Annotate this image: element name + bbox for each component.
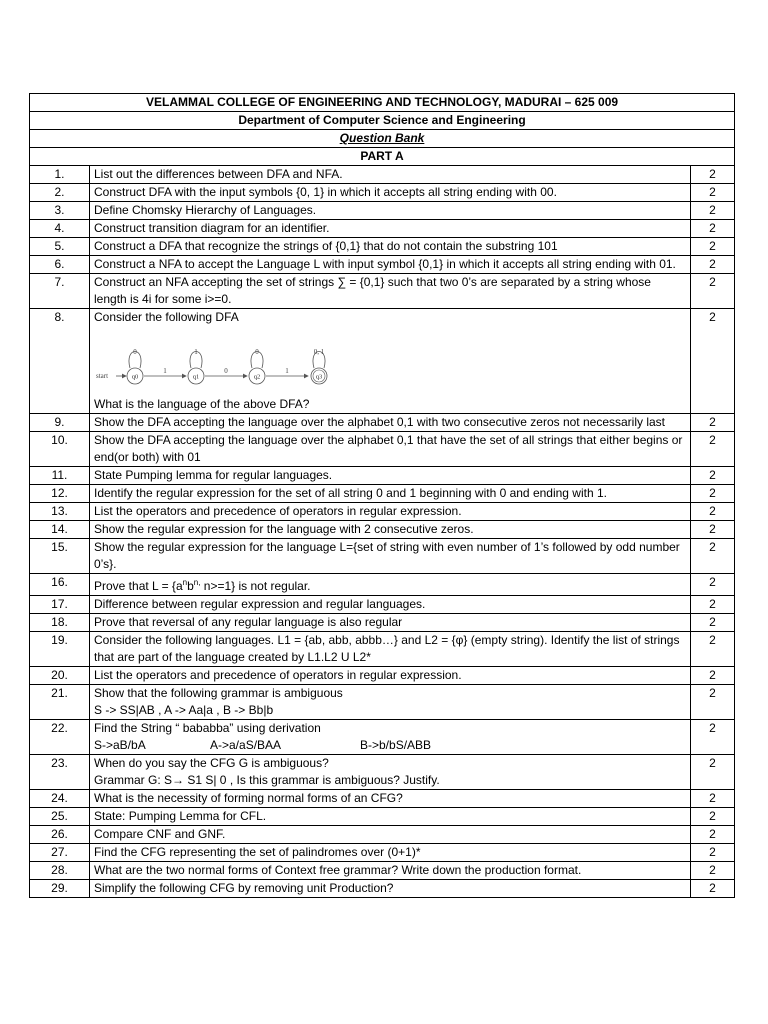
question-number: 8. xyxy=(30,309,90,414)
dfa-start-label: start xyxy=(96,372,109,380)
question-number: 4. xyxy=(30,220,90,238)
question-marks: 2 xyxy=(691,862,735,880)
question-text: Construct DFA with the input symbols {0, 1} in which it accepts all string ending with 00. xyxy=(90,184,691,202)
question-row xyxy=(30,166,735,184)
question-number: 12. xyxy=(30,485,90,503)
question-text: When do you say the CFG G is ambiguous? xyxy=(94,756,329,770)
question-text: Consider the following languages. L1 = {ab, abb, abbb…} and L2 = {φ} (empty string). Identify the list of strings that are part of the language created by L1.L2 U L2* xyxy=(90,632,691,667)
question-row xyxy=(30,755,735,790)
dfa-loop-label: 0 xyxy=(133,348,137,356)
question-marks: 2 xyxy=(691,432,735,467)
question-text: Show the regular expression for the language L={set of string with even number of 1’s followed by odd number 0’s}. xyxy=(90,539,691,574)
dfa-edge-label: 1 xyxy=(285,367,289,375)
question-row xyxy=(30,614,735,632)
question-number: 5. xyxy=(30,238,90,256)
question-row xyxy=(30,309,735,414)
question-marks: 2 xyxy=(691,596,735,614)
question-text: Simplify the following CFG by removing unit Production? xyxy=(90,880,691,898)
question-row xyxy=(30,184,735,202)
question-row xyxy=(30,539,735,574)
question-number: 25. xyxy=(30,808,90,826)
question-text: Define Chomsky Hierarchy of Languages. xyxy=(90,202,691,220)
question-text: State Pumping lemma for regular languages. xyxy=(90,467,691,485)
question-text: Difference between regular expression and regular languages. xyxy=(90,596,691,614)
question-number: 15. xyxy=(30,539,90,574)
question-text-continued: What is the language of the above DFA? xyxy=(94,397,310,411)
dfa-loop-label: 0 xyxy=(255,348,259,356)
question-marks: 2 xyxy=(691,274,735,309)
question-text: Find the String “ bababba” using derivation xyxy=(94,721,321,735)
question-text: List out the differences between DFA and NFA. xyxy=(90,166,691,184)
question-row xyxy=(30,667,735,685)
question-row xyxy=(30,880,735,898)
question-row xyxy=(30,844,735,862)
question-text: Construct an NFA accepting the set of strings ∑ = {0,1} such that two 0’s are separated by a string whose length is 4i for some i>=0. xyxy=(90,274,691,309)
question-number: 22. xyxy=(30,720,90,755)
question-text: Prove that $L = \{a^nb^{n,}$ n>=1} is not regular. xyxy=(90,574,691,596)
question-text-continued: Grammar G: S→ S1 S| 0 , Is this grammar is ambiguous? Justify. xyxy=(94,773,440,787)
question-marks: 2 xyxy=(691,485,735,503)
question-row xyxy=(30,414,735,432)
question-text: What is the necessity of forming normal forms of an CFG? xyxy=(90,790,691,808)
question-text: List the operators and precedence of operators in regular expression. xyxy=(90,667,691,685)
question-row xyxy=(30,467,735,485)
question-marks: 2 xyxy=(691,184,735,202)
question-row xyxy=(30,521,735,539)
question-number: 7. xyxy=(30,274,90,309)
question-marks: 2 xyxy=(691,614,735,632)
question-row xyxy=(30,596,735,614)
question-row xyxy=(30,826,735,844)
part-heading: PART A xyxy=(30,148,735,166)
dfa-edge-label: 1 xyxy=(163,367,167,375)
grammar-rule-a: A->a/aS/BAA xyxy=(210,738,282,752)
question-marks: 2 xyxy=(691,467,735,485)
question-text: Show that the following grammar is ambiguous xyxy=(94,686,343,700)
question-marks: 2 xyxy=(691,880,735,898)
question-bank-table xyxy=(29,93,735,898)
question-row xyxy=(30,274,735,309)
question-number: 19. xyxy=(30,632,90,667)
grammar-rules xyxy=(94,737,686,754)
question-marks: 2 xyxy=(691,755,735,790)
question-text: Show the DFA accepting the language over the alphabet 0,1 with two consecutive zeros not necessarily last xyxy=(90,414,691,432)
question-number: 13. xyxy=(30,503,90,521)
question-marks: 2 xyxy=(691,238,735,256)
question-marks: 2 xyxy=(691,220,735,238)
question-row xyxy=(30,720,735,755)
question-marks: 2 xyxy=(691,309,735,414)
question-marks: 2 xyxy=(691,521,735,539)
question-text: Show the DFA accepting the language over the alphabet 0,1 that have the set of all strings that either begins or end(or both) with 01 xyxy=(90,432,691,467)
question-marks: 2 xyxy=(691,844,735,862)
question-text-cell xyxy=(90,685,691,720)
question-marks: 2 xyxy=(691,503,735,521)
question-marks: 2 xyxy=(691,685,735,720)
question-row xyxy=(30,202,735,220)
question-text: Construct a NFA to accept the Language L with input symbol {0,1} in which it accepts all string ending with 01. xyxy=(90,256,691,274)
question-text-cell xyxy=(90,755,691,790)
question-text-cell xyxy=(90,720,691,755)
question-number: 11. xyxy=(30,467,90,485)
question-marks: 2 xyxy=(691,574,735,596)
grammar-rule-s: S->aB/bA xyxy=(94,738,146,752)
question-text: Construct transition diagram for an identifier. xyxy=(90,220,691,238)
question-number: 26. xyxy=(30,826,90,844)
question-marks: 2 xyxy=(691,256,735,274)
question-row xyxy=(30,808,735,826)
question-text: Show the regular expression for the language with 2 consecutive zeros. xyxy=(90,521,691,539)
question-row xyxy=(30,503,735,521)
question-text: Prove that reversal of any regular language is also regular xyxy=(90,614,691,632)
question-marks: 2 xyxy=(691,414,735,432)
question-text-cell xyxy=(90,309,691,414)
question-number: 16. xyxy=(30,574,90,596)
question-number: 18. xyxy=(30,614,90,632)
question-number: 14. xyxy=(30,521,90,539)
question-text: List the operators and precedence of operators in regular expression. xyxy=(90,503,691,521)
question-number: 20. xyxy=(30,667,90,685)
dfa-edge-label: 0 xyxy=(224,367,228,375)
question-marks: 2 xyxy=(691,166,735,184)
document-title: Question Bank xyxy=(30,130,735,148)
question-text: Construct a DFA that recognize the strings of {0,1} that do not contain the substring 101 xyxy=(90,238,691,256)
question-row xyxy=(30,790,735,808)
question-marks: 2 xyxy=(691,720,735,755)
question-text: Find the CFG representing the set of palindromes over (0+1)* xyxy=(90,844,691,862)
question-row xyxy=(30,220,735,238)
question-number: 10. xyxy=(30,432,90,467)
dfa-state-label: q2 xyxy=(253,373,261,381)
question-number: 1. xyxy=(30,166,90,184)
question-marks: 2 xyxy=(691,202,735,220)
question-marks: 2 xyxy=(691,826,735,844)
question-row xyxy=(30,632,735,667)
question-row xyxy=(30,238,735,256)
dfa-state-label: q1 xyxy=(192,373,200,381)
question-text: What are the two normal forms of Context free grammar? Write down the production format. xyxy=(90,862,691,880)
question-marks: 2 xyxy=(691,667,735,685)
question-number: 6. xyxy=(30,256,90,274)
dfa-loop-label: 1 xyxy=(194,348,198,356)
question-number: 9. xyxy=(30,414,90,432)
question-row xyxy=(30,485,735,503)
question-text: Identify the regular expression for the set of all string 0 and 1 beginning with 0 and ending with 1. xyxy=(90,485,691,503)
question-number: 21. xyxy=(30,685,90,720)
question-row xyxy=(30,685,735,720)
grammar-rule-b: B->b/bS/ABB xyxy=(360,738,432,752)
question-marks: 2 xyxy=(691,539,735,574)
dfa-diagram xyxy=(94,328,344,394)
dfa-state-label: q0 xyxy=(131,373,139,381)
question-row xyxy=(30,256,735,274)
college-name: VELAMMAL COLLEGE OF ENGINEERING AND TECHNOLOGY, MADURAI – 625 009 xyxy=(30,94,735,112)
dfa-loop-label: 0, 1 xyxy=(313,348,325,356)
grammar-rules: S -> SS|AB , A -> Aa|a , B -> Bb|b xyxy=(94,703,274,717)
question-number: 24. xyxy=(30,790,90,808)
question-row xyxy=(30,862,735,880)
question-number: 28. xyxy=(30,862,90,880)
department-name: Department of Computer Science and Engineering xyxy=(30,112,735,130)
question-number: 29. xyxy=(30,880,90,898)
question-number: 23. xyxy=(30,755,90,790)
question-marks: 2 xyxy=(691,790,735,808)
question-marks: 2 xyxy=(691,632,735,667)
question-number: 27. xyxy=(30,844,90,862)
dfa-state-label: q3 xyxy=(315,373,323,381)
question-row xyxy=(30,574,735,596)
question-row xyxy=(30,432,735,467)
question-text: Compare CNF and GNF. xyxy=(90,826,691,844)
question-marks: 2 xyxy=(691,808,735,826)
question-text: State: Pumping Lemma for CFL. xyxy=(90,808,691,826)
question-number: 3. xyxy=(30,202,90,220)
question-number: 17. xyxy=(30,596,90,614)
question-number: 2. xyxy=(30,184,90,202)
question-text: Consider the following DFA xyxy=(94,310,239,324)
